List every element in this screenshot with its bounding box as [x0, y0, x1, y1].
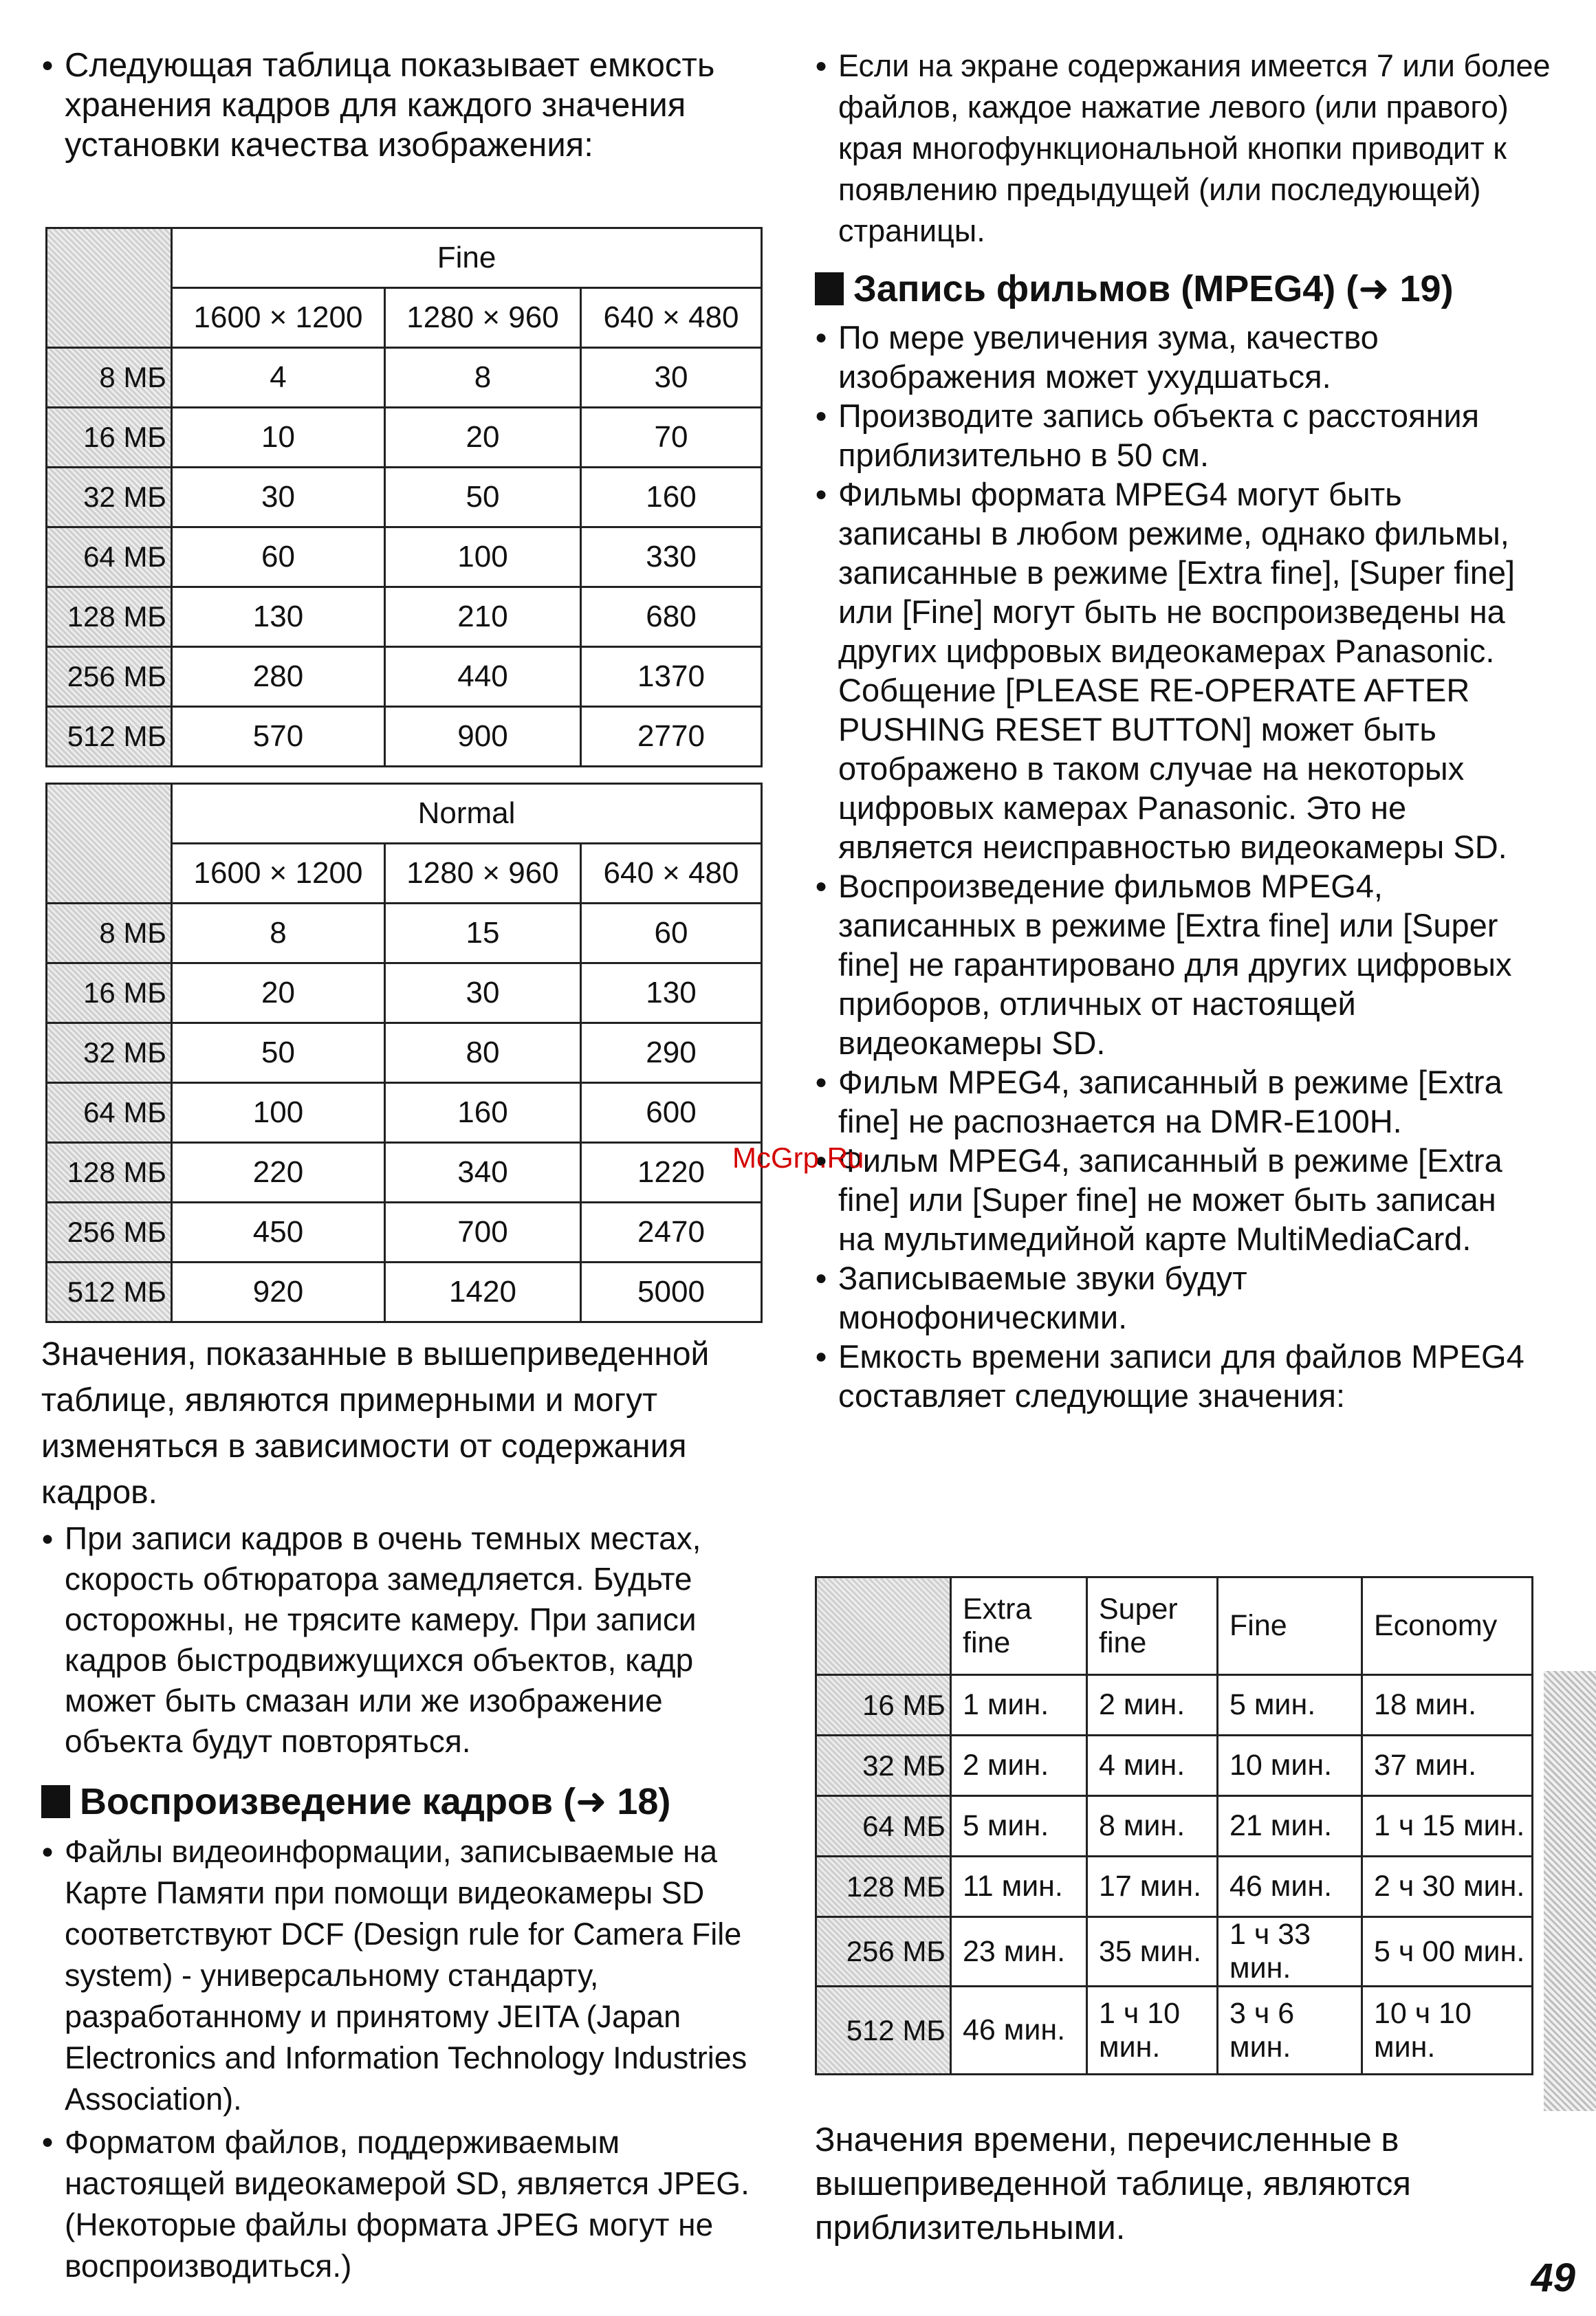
- row-header: 32 МБ: [47, 1023, 172, 1083]
- column-header: Economy: [1362, 1577, 1533, 1675]
- table-cell: 20: [385, 408, 581, 468]
- table-cell: 160: [581, 468, 762, 527]
- table-row: [816, 1796, 1533, 1857]
- row-header: 256 МБ: [816, 1917, 951, 1987]
- table-cell: 37 мин.: [1362, 1736, 1533, 1796]
- index-screen-bullet: ● Если на экране содержания имеется 7 или более файлов, каждое нажатие левого (или правого) края многофункциональной кнопки приводит к появлению предыдущей (или последующей) страницы.: [815, 45, 1553, 252]
- table-corner: [47, 784, 172, 904]
- table-cell: 1 мин.: [951, 1675, 1087, 1736]
- movie-bullet: ● Фильм MPEG4, записанный в режиме [Extra fine] не распознается на DMR-E100H.: [815, 1062, 1537, 1141]
- table-row: [816, 1736, 1533, 1796]
- row-header: 8 МБ: [47, 348, 172, 408]
- table-corner: [47, 228, 172, 348]
- table-row: [47, 587, 762, 647]
- table-cell: 440: [385, 647, 581, 707]
- table-cell: 50: [385, 468, 581, 527]
- table-cell: 130: [172, 587, 385, 647]
- table-row: [47, 348, 762, 408]
- table-note: Значения, показанные в вышеприведенной таблице, являются примерными и могут изменяться в зависимости от содержания кадров.: [41, 1336, 710, 1511]
- row-header: 16 МБ: [816, 1675, 951, 1736]
- table-cell: 330: [581, 527, 762, 587]
- table-row: [816, 1917, 1533, 1987]
- column-header: Fine: [1218, 1577, 1362, 1675]
- table-cell: 70: [581, 408, 762, 468]
- table-row: [816, 1857, 1533, 1917]
- table-cell: 18 мин.: [1362, 1675, 1533, 1736]
- dark-scenes-bullet: ● При записи кадров в очень темных местах, скорость обтюратора замедляется. Будьте осторожны, не трясите камеру. При записи кадров быстродвижущихся объектов, кадр может быть смазан или же изображение объекта будут повторяться.: [41, 1518, 773, 1762]
- table-cell: 700: [385, 1203, 581, 1263]
- table-cell: 23 мин.: [951, 1917, 1087, 1987]
- table-cell: 30: [581, 348, 762, 408]
- table-cell: 4: [172, 348, 385, 408]
- table-cell: 100: [385, 527, 581, 587]
- table-cell: 570: [172, 707, 385, 767]
- table-cell: 290: [581, 1023, 762, 1083]
- row-header: 8 МБ: [47, 904, 172, 963]
- row-header: 128 МБ: [47, 587, 172, 647]
- movie-bullet: ● Фильмы формата MPEG4 могут быть записаны в любом режиме, однако фильмы, записанные в режиме [Extra fine], [Super fine] или [Fine] могут быть не воспроизведены на других цифровых видеокамерах Panasonic. Собщение [PLEASE RE-OPERATE AFTER PUSHING RESET BUTTON] может быть отображено в таком случае на некоторых цифровых камерах Panasonic. Это не является неисправностью видеокамеры SD.: [815, 474, 1537, 866]
- table-cell: 600: [581, 1083, 762, 1143]
- movie-bullet: ● По мере увеличения зума, качество изображения может ухудшаться.: [815, 318, 1537, 396]
- table-cell: 2 мин.: [951, 1736, 1087, 1796]
- table-cell: 46 мин.: [951, 1987, 1087, 2075]
- table-corner: [816, 1577, 951, 1675]
- table-cell: 50: [172, 1023, 385, 1083]
- row-header: 256 МБ: [47, 1203, 172, 1263]
- table-row: [47, 707, 762, 767]
- table-cell: 60: [581, 904, 762, 963]
- table-row: [47, 1263, 762, 1322]
- table-cell: 80: [385, 1023, 581, 1083]
- movie-bullet: ● Фильм MPEG4, записанный в режиме [Extra fine] или [Super fine] не может быть записан на мультимедийной карте MultiMediaCard.: [815, 1141, 1537, 1258]
- fine-capacity-table: [45, 227, 763, 767]
- movie-bullet: ● Воспроизведение фильмов MPEG4, записанных в режиме [Extra fine] или [Super fine] не гарантировано для других цифровых приборов, отличных от настоящей видеокамеры SD.: [815, 866, 1537, 1062]
- row-header: 256 МБ: [47, 647, 172, 707]
- movie-bullet: ● Записываемые звуки будут монофоническими.: [815, 1258, 1537, 1337]
- table-cell: 10 ч 10 мин.: [1362, 1987, 1533, 2075]
- row-header: 64 МБ: [47, 527, 172, 587]
- table-cell: 1370: [581, 647, 762, 707]
- table-cell: 15: [385, 904, 581, 963]
- table-row: [47, 963, 762, 1023]
- row-header: 128 МБ: [816, 1857, 951, 1917]
- table-cell: 2470: [581, 1203, 762, 1263]
- table-cell: 17 мин.: [1087, 1857, 1218, 1917]
- table-cell: 1420: [385, 1263, 581, 1322]
- row-header: 512 МБ: [47, 1263, 172, 1322]
- table-cell: 8 мин.: [1087, 1796, 1218, 1857]
- table-row: [47, 904, 762, 963]
- table-cell: 130: [581, 963, 762, 1023]
- table-cell: 340: [385, 1143, 581, 1203]
- table-cell: 1 ч 10 мин.: [1087, 1987, 1218, 2075]
- table-cell: 2 мин.: [1087, 1675, 1218, 1736]
- table-cell: 10: [172, 408, 385, 468]
- column-header: 1600 × 1200: [172, 288, 385, 348]
- edge-stripe-decoration: [1544, 1671, 1596, 2111]
- table-cell: 160: [385, 1083, 581, 1143]
- table-cell: 210: [385, 587, 581, 647]
- table-cell: 1 ч 33 мин.: [1218, 1917, 1362, 1987]
- normal-capacity-table: [45, 783, 763, 1323]
- playback-heading: [41, 1780, 763, 1824]
- table-cell: 11 мин.: [951, 1857, 1087, 1917]
- table-cell: 5 мин.: [1218, 1675, 1362, 1736]
- row-header: 16 МБ: [47, 963, 172, 1023]
- intro-bullet: ● Следующая таблица показывает емкость хранения кадров для каждого значения установки качества изображения:: [41, 45, 759, 165]
- table-row: [47, 408, 762, 468]
- table-cell: 920: [172, 1263, 385, 1322]
- column-header: 1280 × 960: [385, 844, 581, 904]
- table-cell: 60: [172, 527, 385, 587]
- column-header: 1280 × 960: [385, 288, 581, 348]
- table-cell: 46 мин.: [1218, 1857, 1362, 1917]
- table-row: [47, 527, 762, 587]
- column-header: Extra fine: [951, 1577, 1087, 1675]
- column-header: Super fine: [1087, 1577, 1218, 1675]
- row-header: 128 МБ: [47, 1143, 172, 1203]
- column-header: 1600 × 1200: [172, 844, 385, 904]
- table-cell: 680: [581, 587, 762, 647]
- table-cell: 2 ч 30 мин.: [1362, 1857, 1533, 1917]
- row-header: 512 МБ: [47, 707, 172, 767]
- column-header: 640 × 480: [581, 288, 762, 348]
- movie-bullets: [815, 318, 1537, 1415]
- row-header: 64 МБ: [816, 1796, 951, 1857]
- table-cell: 100: [172, 1083, 385, 1143]
- table-cell: 220: [172, 1143, 385, 1203]
- table-cell: 30: [172, 468, 385, 527]
- table-title: Fine: [172, 228, 762, 288]
- section-marker-icon: [815, 272, 844, 305]
- table-cell: 21 мин.: [1218, 1796, 1362, 1857]
- table-cell: 8: [172, 904, 385, 963]
- table-cell: 35 мин.: [1087, 1917, 1218, 1987]
- section-marker-icon: [41, 1785, 70, 1818]
- table-cell: 2770: [581, 707, 762, 767]
- table-cell: 8: [385, 348, 581, 408]
- table-row: [47, 468, 762, 527]
- table-row: [816, 1987, 1533, 2075]
- row-header: 512 МБ: [816, 1987, 951, 2075]
- table-row: [47, 1083, 762, 1143]
- table-cell: 1220: [581, 1143, 762, 1203]
- table-cell: 5000: [581, 1263, 762, 1322]
- table-row: [816, 1675, 1533, 1736]
- mpeg4-table-note: Значения времени, перечисленные в вышеприведенной таблице, являются приблизительными.: [815, 2121, 1411, 2247]
- movie-bullet: ● Емкость времени записи для файлов MPEG4 составляет следующие значения:: [815, 1337, 1537, 1415]
- table-cell: 1 ч 15 мин.: [1362, 1796, 1533, 1857]
- table-row: [47, 1143, 762, 1203]
- table-row: [47, 1203, 762, 1263]
- row-header: 32 МБ: [47, 468, 172, 527]
- playback-bullet-dcf: ● Файлы видеоинформации, записываемые на Карте Памяти при помощи видеокамеры SD соответствуют DCF (Design rule for Camera File system) - универсальному стандарту, разработанному и принятому JEITA (Japan Electronics and Information Technology Industries Association).: [41, 1831, 780, 2120]
- table-row: [47, 1023, 762, 1083]
- table-cell: 20: [172, 963, 385, 1023]
- table-cell: 30: [385, 963, 581, 1023]
- table-cell: 280: [172, 647, 385, 707]
- page-number: 49: [1531, 2255, 1575, 2300]
- movie-heading-text: Запись фильмов (MPEG4) (➜ 19): [853, 268, 1454, 309]
- row-header: 64 МБ: [47, 1083, 172, 1143]
- playback-heading-text: Воспроизведение кадров (➜ 18): [80, 1781, 671, 1822]
- table-cell: 900: [385, 707, 581, 767]
- table-cell: 450: [172, 1203, 385, 1263]
- table-cell: 4 мин.: [1087, 1736, 1218, 1796]
- table-cell: 10 мин.: [1218, 1736, 1362, 1796]
- table-row: [47, 647, 762, 707]
- column-header: 640 × 480: [581, 844, 762, 904]
- table-cell: 3 ч 6 мин.: [1218, 1987, 1362, 2075]
- movie-heading: [815, 267, 1537, 311]
- row-header: 32 МБ: [816, 1736, 951, 1796]
- row-header: 16 МБ: [47, 408, 172, 468]
- mpeg4-recording-time-table: [815, 1576, 1533, 2075]
- table-title: Normal: [172, 784, 762, 844]
- table-cell: 5 мин.: [951, 1796, 1087, 1857]
- playback-bullet-jpeg: ● Форматом файлов, поддерживаемым настоящей видеокамерой SD, является JPEG. (Некоторые файлы формата JPEG могут не воспроизводиться.): [41, 2121, 780, 2286]
- table-cell: 5 ч 00 мин.: [1362, 1917, 1533, 1987]
- watermark: McGrp.Ru: [732, 1141, 864, 1174]
- movie-bullet: ● Производите запись объекта с расстояния приблизительно в 50 см.: [815, 396, 1537, 474]
